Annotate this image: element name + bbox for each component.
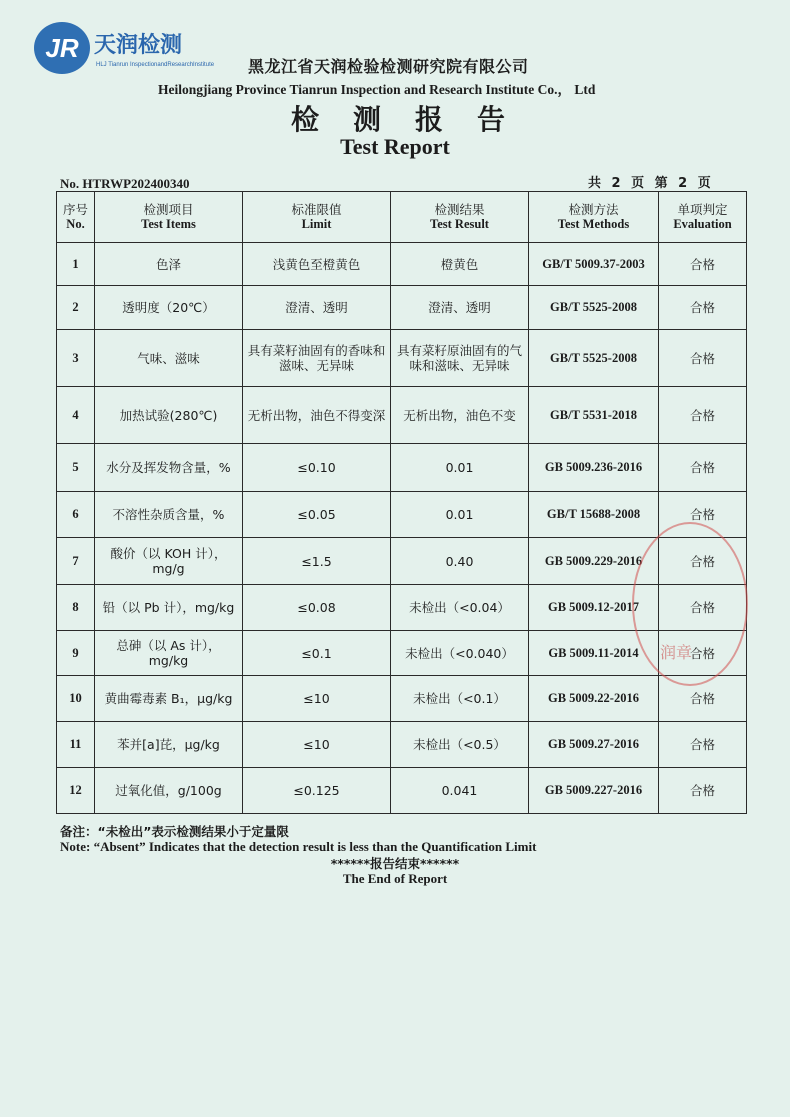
cell-method: GB 5009.229-2016: [529, 538, 659, 585]
end-of-report-cn: ******报告结束******: [330, 856, 460, 871]
header-test-items: 检测项目 Test Items: [95, 192, 243, 243]
cell-no: 6: [57, 492, 95, 538]
cell-result: 未检出（<0.040）: [391, 631, 529, 676]
cell-limit: 具有菜籽油固有的香味和滋味、无异味: [243, 330, 391, 387]
table-header-row: [57, 192, 747, 243]
cell-limit: 浅黄色至橙黄色: [243, 243, 391, 286]
cell-method: GB 5009.22-2016: [529, 676, 659, 722]
cell-method: GB 5009.227-2016: [529, 768, 659, 814]
cell-method: GB/T 5525-2008: [529, 330, 659, 387]
cell-limit: ≤0.08: [243, 585, 391, 631]
header-no: 序号 No.: [57, 192, 95, 243]
cell-evaluation: 合格: [659, 676, 747, 722]
cell-test-item: 透明度（20℃）: [95, 286, 243, 330]
cell-evaluation: 合格: [659, 330, 747, 387]
cell-limit: ≤0.10: [243, 444, 391, 492]
table-row: [57, 492, 747, 538]
end-of-report-en: The End of Report: [342, 871, 448, 886]
results-table: [56, 191, 747, 814]
cell-test-item: 气味、滋味: [95, 330, 243, 387]
cell-test-item: 过氧化值，g/100g: [95, 768, 243, 814]
cell-no: 11: [57, 722, 95, 768]
cell-result: 无析出物，油色不变: [391, 387, 529, 444]
cell-no: 4: [57, 387, 95, 444]
cell-test-item: 水分及挥发物含量，%: [95, 444, 243, 492]
cell-method: GB 5009.11-2014: [529, 631, 659, 676]
cell-no: 8: [57, 585, 95, 631]
cell-method: GB 5009.12-2017: [529, 585, 659, 631]
cell-evaluation: 合格: [659, 631, 747, 676]
cell-test-item: 酸价（以 KOH 计），mg/g: [95, 538, 243, 585]
cell-no: 5: [57, 444, 95, 492]
cell-method: GB/T 15688-2008: [529, 492, 659, 538]
logo-mark: JR: [34, 22, 90, 74]
cell-limit: ≤0.1: [243, 631, 391, 676]
seal-text: 润章: [660, 643, 693, 662]
note-en: Note: “Absent” Indicates that the detection result is less than the Quantification Limit: [60, 839, 537, 854]
table-row: [57, 286, 747, 330]
report-number: No. HTRWP202400340: [60, 176, 190, 191]
cell-result: 橙黄色: [391, 243, 529, 286]
table-body: [57, 243, 747, 814]
table-row: [57, 631, 747, 676]
header-test-methods: 检测方法 Test Methods: [529, 192, 659, 243]
company-name-en: Heilongjiang Province Tianrun Inspection and Research Institute Co.， Ltd: [158, 82, 596, 97]
cell-no: 1: [57, 243, 95, 286]
cell-test-item: 苯并[a]芘，μg/kg: [95, 722, 243, 768]
cell-result: 0.01: [391, 492, 529, 538]
cell-result: 具有菜籽原油固有的气味和滋味、无异味: [391, 330, 529, 387]
cell-method: GB/T 5531-2018: [529, 387, 659, 444]
cell-result: 未检出（<0.1）: [391, 676, 529, 722]
cell-evaluation: 合格: [659, 585, 747, 631]
cell-test-item: 铅（以 Pb 计），mg/kg: [95, 585, 243, 631]
cell-no: 9: [57, 631, 95, 676]
page-indicator: 共 2 页 第 2 页: [588, 176, 711, 191]
cell-evaluation: 合格: [659, 538, 747, 585]
table-row: [57, 243, 747, 286]
cell-limit: ≤0.125: [243, 768, 391, 814]
report-title-en: Test Report: [340, 134, 450, 159]
logo-text: 天润检测: [94, 33, 183, 58]
table-row: [57, 722, 747, 768]
cell-limit: ≤10: [243, 722, 391, 768]
cell-test-item: 不溶性杂质含量，%: [95, 492, 243, 538]
note-cn: 备注：“未检出”表示检测结果小于定量限: [60, 824, 289, 839]
table-row: [57, 387, 747, 444]
table-row: [57, 330, 747, 387]
cell-no: 12: [57, 768, 95, 814]
cell-evaluation: 合格: [659, 444, 747, 492]
cell-limit: ≤10: [243, 676, 391, 722]
header-limit: 标准限值 Limit: [243, 192, 391, 243]
cell-test-item: 加热试验(280℃): [95, 387, 243, 444]
company-name-cn: 黑龙江省天润检验检测研究院有限公司: [248, 57, 529, 76]
cell-no: 10: [57, 676, 95, 722]
cell-limit: ≤0.05: [243, 492, 391, 538]
report-title-cn: 检测报告: [290, 103, 539, 136]
cell-limit: 澄清、透明: [243, 286, 391, 330]
cell-evaluation: 合格: [659, 387, 747, 444]
cell-result: 0.01: [391, 444, 529, 492]
cell-method: GB/T 5525-2008: [529, 286, 659, 330]
cell-result: 0.40: [391, 538, 529, 585]
cell-evaluation: 合格: [659, 243, 747, 286]
table-row: [57, 538, 747, 585]
cell-test-item: 色泽: [95, 243, 243, 286]
header-evaluation: 单项判定 Evaluation: [659, 192, 747, 243]
cell-limit: 无析出物，油色不得变深: [243, 387, 391, 444]
cell-method: GB/T 5009.37-2003: [529, 243, 659, 286]
cell-test-item: 黄曲霉毒素 B₁，μg/kg: [95, 676, 243, 722]
cell-result: 未检出（<0.5）: [391, 722, 529, 768]
cell-no: 7: [57, 538, 95, 585]
cell-result: 未检出（<0.04）: [391, 585, 529, 631]
table-row: [57, 768, 747, 814]
logo-subtext: HLJ Tianrun InspectionandResearchInstitute: [96, 62, 215, 68]
cell-method: GB 5009.236-2016: [529, 444, 659, 492]
cell-evaluation: 合格: [659, 768, 747, 814]
table-row: [57, 585, 747, 631]
table-row: [57, 444, 747, 492]
cell-evaluation: 合格: [659, 722, 747, 768]
cell-no: 2: [57, 286, 95, 330]
cell-result: 澄清、透明: [391, 286, 529, 330]
table-row: [57, 676, 747, 722]
header-test-result: 检测结果 Test Result: [391, 192, 529, 243]
cell-limit: ≤1.5: [243, 538, 391, 585]
cell-no: 3: [57, 330, 95, 387]
cell-evaluation: 合格: [659, 286, 747, 330]
cell-method: GB 5009.27-2016: [529, 722, 659, 768]
company-logo: [34, 22, 244, 78]
cell-result: 0.041: [391, 768, 529, 814]
cell-evaluation: 合格: [659, 492, 747, 538]
cell-test-item: 总砷（以 As 计），mg/kg: [95, 631, 243, 676]
